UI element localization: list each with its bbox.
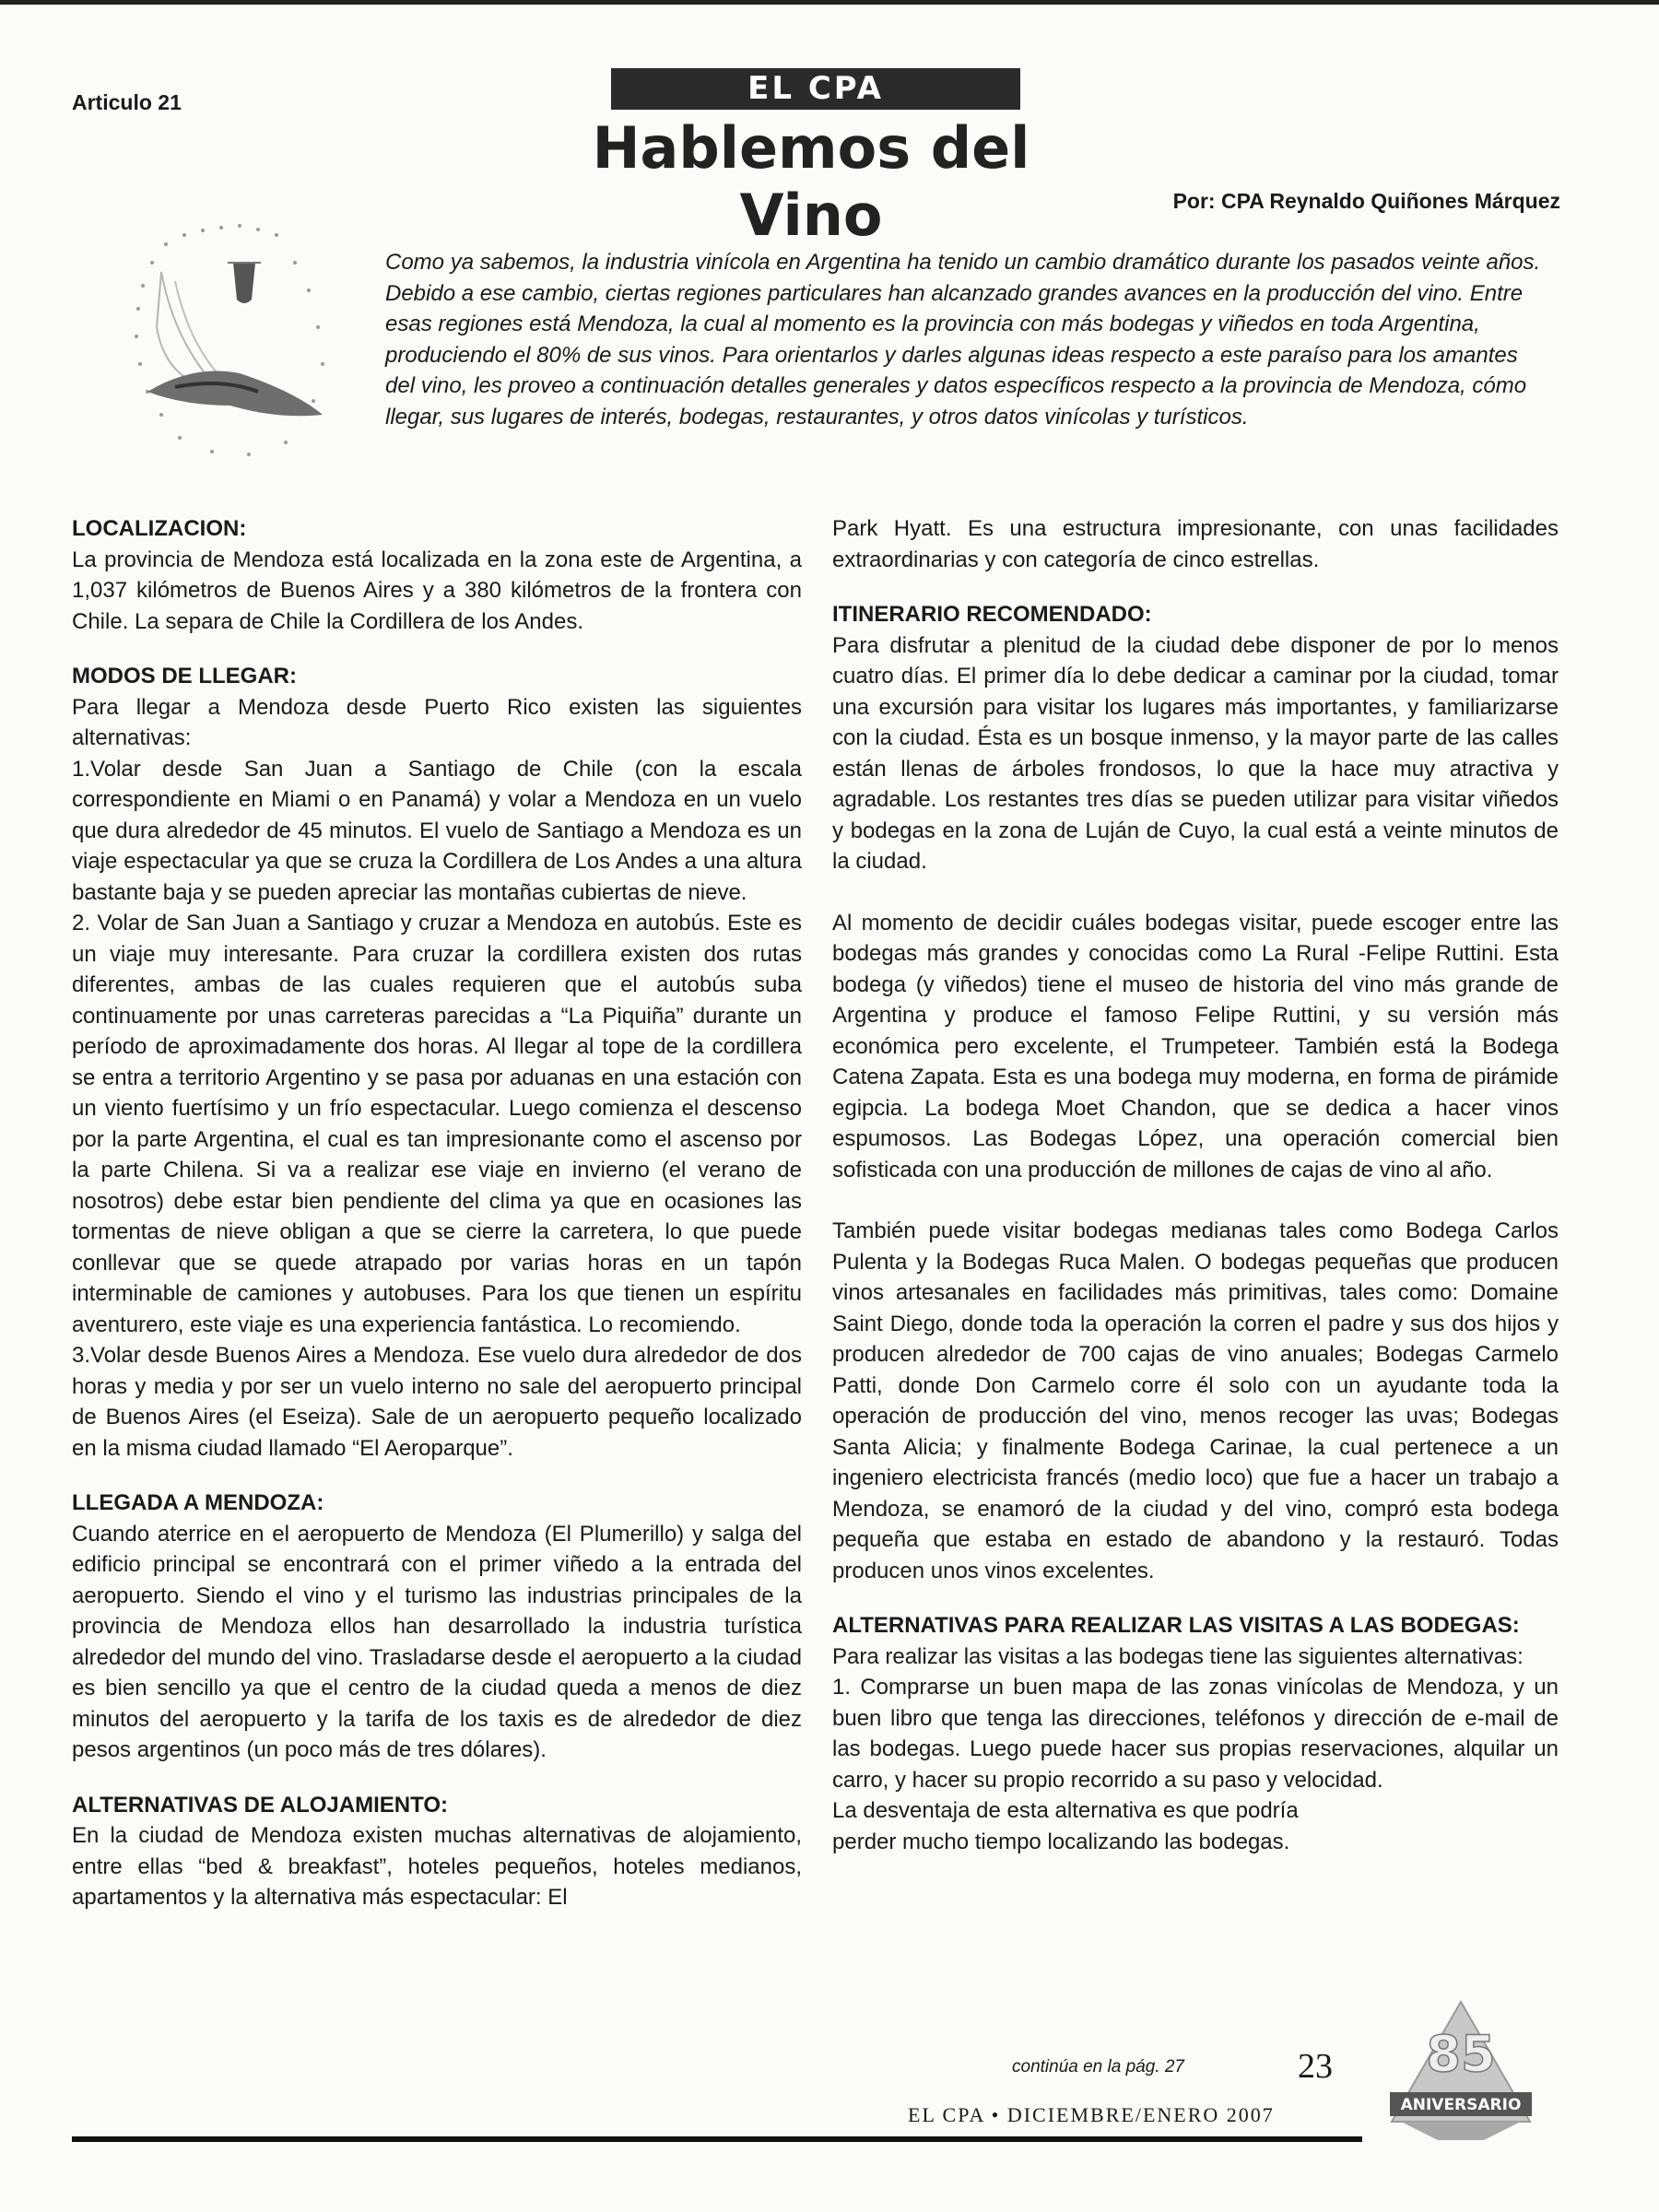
bottom-rule [72,2136,1362,2142]
page-title: Hablemos del Vino [592,114,1030,249]
anniversary-badge [1382,1983,1539,2147]
author-byline: Por: CPA Reynaldo Quiñones Márquez [1172,189,1560,213]
wine-glass-illustration [111,207,359,475]
intro-paragraph: Como ya sabemos, la industria vinícola en Argentina ha tenido un cambio dramático durante los pasados veinte años. Debido a ese cambio, ciertas regiones particulares han alcanzado grandes avances en la producción del vino. Entre esas regiones está Mendoza, la cual al momento es la provincia con más bodegas y viñedos en toda Argentina, produciendo el 80% de sus vinos. Para orientarlos y darles algunas ideas respecto a este paraíso para los amantes del vino, les proveo a continuación detalles generales y datos específicos respecto a la provincia de Mendoza, cómo llegar, sus lugares de interés, bodegas, restaurantes, y otros datos vinícolas y turísticos. [385,250,1541,429]
badge-text: ANIVERSARIO [1400,2096,1522,2114]
heading-alojamiento: ALTERNATIVAS DE ALOJAMIENTO: [72,1792,448,1818]
section-banner: EL CPA [611,68,1020,110]
publication-footer: EL CPA • DICIEMBRE/ENERO 2007 [908,2103,1275,2126]
paragraph-modos-intro: Para llegar a Mendoza desde Puerto Rico existen las siguientes alternativas: [72,694,802,750]
paragraph-visitas-1-cont: La desventaja de esta alternativa es que podría perder mucho tiempo localizando las bodegas. [832,1798,1299,1854]
heading-localizacion: LOCALIZACION: [72,516,247,541]
heading-llegada: LLEGADA A MENDOZA: [72,1490,324,1515]
paragraph-visitas-1: 1. Comprarse un buen mapa de las zonas vinícolas de Mendoza, y un buen libro que tenga las direcciones, teléfonos y dirección de e-mail de las bodegas. Luego puede hacer sus propias reservaciones, alquilar un carro, y hacer su propio recorrido a su paso y velocidad. [832,1675,1559,1793]
paragraph-alojamiento: En la ciudad de Mendoza existen muchas alternativas de alojamiento, entre ellas “bed & breakfast”, hoteles pequeños, hoteles medianos, apartamentos y la alternativa más espectacular: El [72,1823,802,1910]
paragraph-bodegas-medianas: También puede visitar bodegas medianas tales como Bodega Carlos Pulenta y la Bodegas Ruca Malen. O bodegas pequeñas que producen vinos artesanales en facilidades más primitivas, tales como: Domaine Saint Diego, donde toda la operación la corren el padre y sus dos hijos y producen alrededor de 700 cajas de vino anuales; Bodegas Carmelo Patti, donde Don Carmelo corre él solo con un ayudante toda la operación de producción del vino, menos recoger las uvas; Bodegas Santa Alicia; y finalmente Bodega Carinae, la cual pertenece a un ingeniero electricista francés (medio loco) que fue a hacer un trabajo a Mendoza, se enamoró de la ciudad y del vino, compró esta bodega pequeña que estaba en estado de abandono y la restauró. Todas producen unos vinos excelentes. [832,1218,1559,1583]
paragraph-llegada: Cuando aterrice en el aeropuerto de Mendoza (El Plumerillo) y salga del edificio principal se encontrará con el primer viñedo a la entrada del aeropuerto. Siendo el vino y el turismo las industrias principales de la provincia de Mendoza ellos han desarrollado la industria turística alrededor del mundo del vino. Trasladarse desde el aeropuerto a la ciudad es bien sencillo ya que el centro de la ciudad queda a menos de diez minutos del aeropuerto y la tarifa de los taxis es de alrededor de diez pesos argentinos (un poco más de tres dólares). [72,1521,802,1762]
paragraph-park-hyatt: Park Hyatt. Es una estructura impresionante, con unas facilidades extraordinarias y con categoría de cinco estrellas. [832,516,1559,572]
paragraph-bodegas-grandes: Al momento de decidir cuáles bodegas visitar, puede escoger entre las bodegas más grandes y conocidas como La Rural -Felipe Ruttini. Esta bodega (y viñedos) tiene el museo de historia del vino más grande de Argentina y produce el famoso Felipe Ruttini, y su versión más económica pero excelente, el Trumpeteer. También está la Bodega Catena Zapata. Esta es una bodega muy moderna, en forma de pirámide egipcia. La bodega Moet Chandon, que se dedica a hacer vinos espumosos. Las Bodegas López, una operación comercial bien sofisticada con una producción de millones de cajas de vino al año. [832,910,1559,1182]
page-number: 23 [1298,2047,1333,2086]
left-column [72,513,802,1913]
heading-modos-de-llegar: MODOS DE LLEGAR: [72,664,297,688]
paragraph-itinerario: Para disfrutar a plenitud de la ciudad debe disponer de por lo menos cuatro días. El primer día lo debe dedicar a caminar por la ciudad, tomar una excursión para visitar los lugares más importantes, y familiarizarse con la ciudad. Ésta es un bosque inmenso, y la mayor parte de las calles están llenas de árboles frondosos, lo que la hace muy atractiva y agradable. Los restantes tres días se pueden utilizar para visitar viñedos y bodegas en la zona de Luján de Cuyo, la cual está a veinte minutos de la ciudad. [832,632,1559,874]
paragraph-modos-2: 2. Volar de San Juan a Santiago y cruzar a Mendoza en autobús. Este es un viaje muy interesante. Para cruzar la cordillera existen dos rutas diferentes, ambas de las cuales requieren que el autobús suba continuamente por unas carreteras parecidas a “La Piquiña” durante un período de aproximadamente dos horas. Al llegar al tope de la cordillera se entra a territorio Argentino y se pasa por aduanas en una estación con un viento fuertísimo y un frío espectacular. Luego comienza el descenso por la parte Argentina, el cual es tan impresionante como el ascenso por la parte Chilena. Si va a realizar ese viaje en invierno (el verano de nosotros) debe estar bien pendiente del clima ya que en ocasiones las tormentas de nieve obligan a que se cierre la carretera, lo que puede conllevar que se quede atrapado por varias horas en un tapón interminable de camiones y autobuses. Para los que tienen un espíritu aventurero, este viaje es una experiencia fantástica. Lo recomiendo. [72,911,802,1337]
paragraph-localizacion: La provincia de Mendoza está localizada en la zona este de Argentina, a 1,037 kilómetros de Buenos Aires y a 380 kilómetros de la frontera con Chile. La separa de Chile la Cordillera de los Andes. [72,547,802,634]
paragraph-modos-1: 1.Volar desde San Juan a Santiago de Chile (con la escala correspondiente en Miami o en Panamá) y volar a Mendoza en un vuelo que dura alrededor de 45 minutos. El vuelo de Santiago a Mendoza es un viaje espectacular ya que se cruza la Cordillera de Los Andes a una altura bastante baja y se pueden apreciar las montañas cubiertas de nieve. [72,756,802,905]
heading-visitas: ALTERNATIVAS PARA REALIZAR LAS VISITAS A LAS BODEGAS: [832,1613,1520,1638]
badge-number: 85 [1426,2025,1496,2083]
top-rule [0,0,1659,5]
continued-note: continúa en la pág. 27 [1012,2057,1184,2077]
heading-itinerario: ITINERARIO RECOMENDADO: [832,602,1152,627]
article-number: Articulo 21 [72,90,182,114]
paragraph-visitas-intro: Para realizar las visitas a las bodegas tiene las siguientes alternativas: [832,1643,1524,1669]
paragraph-modos-3: 3.Volar desde Buenos Aires a Mendoza. Ese vuelo dura alrededor de dos horas y media y por ser un vuelo interno no sale del aeropuerto principal de Buenos Aires (el Eseiza). Sale de un aeropuerto pequeño localizado en la misma ciudad llamado “El Aeroparque”. [72,1343,802,1461]
right-column [832,513,1559,1857]
